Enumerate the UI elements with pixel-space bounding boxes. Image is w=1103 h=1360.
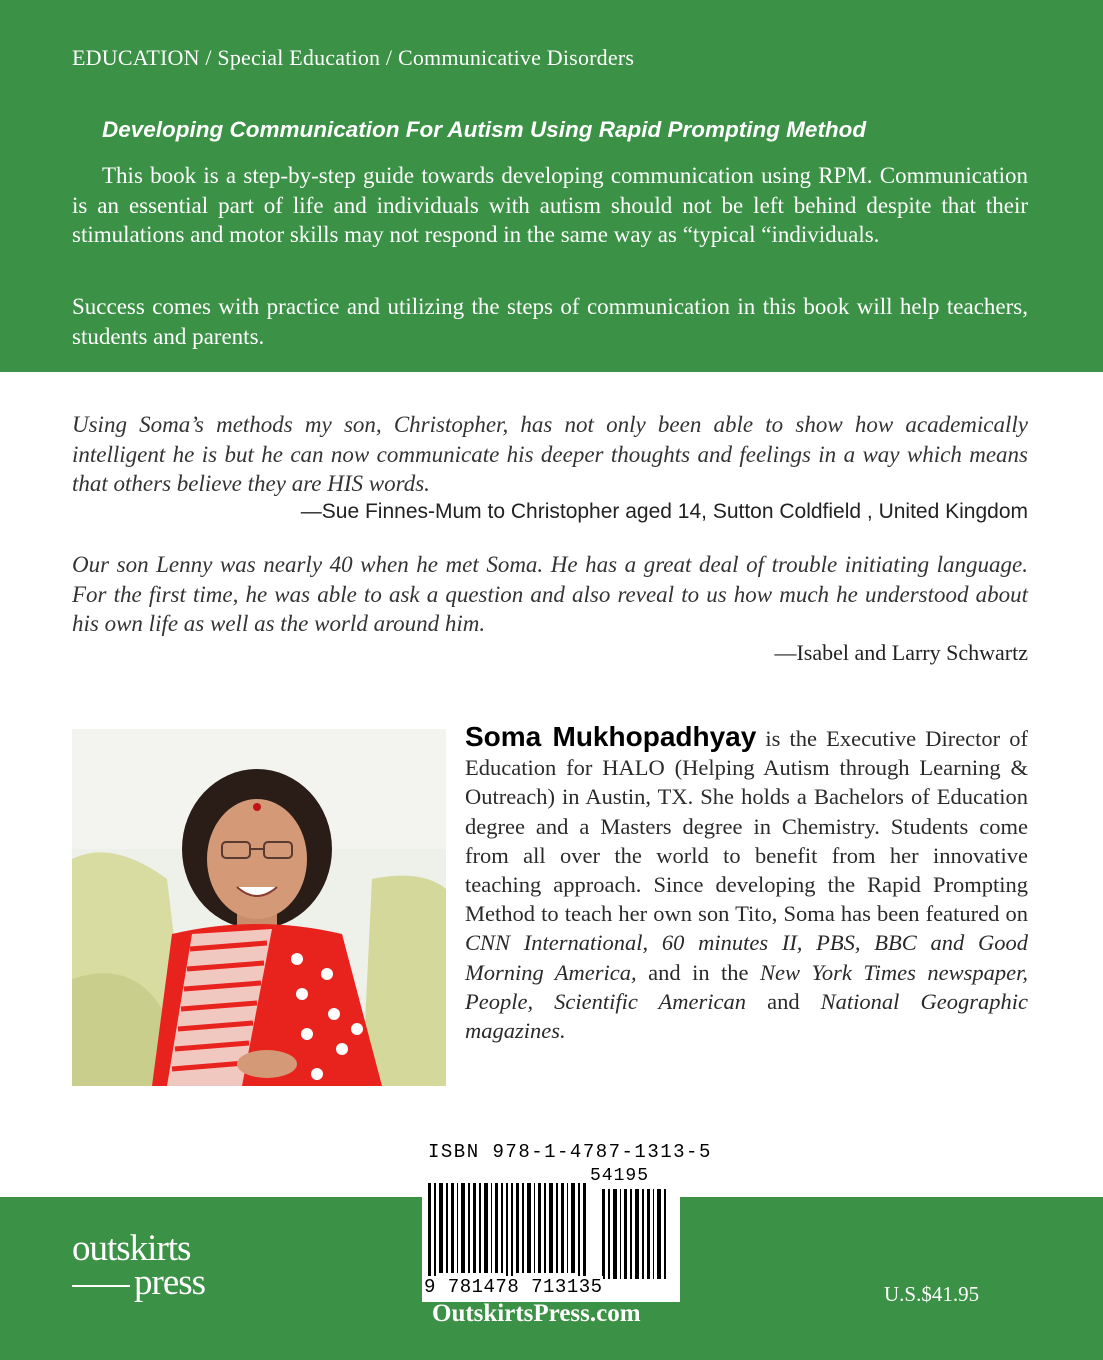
category-line: EDUCATION / Special Education / Communicative Disorders: [72, 45, 635, 70]
isbn-number: ISBN 978-1-4787-1313-5: [428, 1141, 712, 1163]
author-name: Soma Mukhopadhyay: [465, 721, 757, 752]
bio-magazines: National Geographic magazines.: [465, 988, 1028, 1044]
testimonial-attribution-1: —Sue Finnes-Mum to Christopher aged 14, Sutton Coldfield , United Kingdom: [300, 500, 1028, 523]
book-headline: Developing Communication For Autism Using Rapid Prompting Method: [102, 117, 867, 142]
barcode-ean-number: 9 781478 713135: [424, 1276, 603, 1298]
publisher-website: OutskirtsPress.com: [432, 1300, 641, 1327]
testimonial-quote-2: Our son Lenny was nearly 40 when he met Soma. He has a great deal of trouble initiating language. For the first time, he was able to ask a question and also reveal to us how much he understood about his own life as well as the world around him.: [72, 552, 1028, 636]
bio-text-3: and: [746, 988, 821, 1014]
testimonial-attribution-2: —Isabel and Larry Schwartz: [774, 640, 1028, 665]
publisher-logo-line2: press: [72, 1266, 205, 1300]
bio-publications: New York Times newspaper, People, Scientific American: [465, 959, 1028, 1014]
bio-media-list: CNN International, 60 minutes II, PBS, BBC and Good Morning America,: [465, 930, 1028, 985]
publisher-logo: [72, 1228, 206, 1303]
barcode-addon-number: 54195: [590, 1166, 650, 1186]
author-portrait-illustration: [72, 729, 446, 1086]
testimonial-quote-1: Using Soma’s methods my son, Christopher, has not only been able to show how academically intelligent he is but he can now communicate his deeper thoughts and feelings in a way which means that others believe they are HIS words.: [72, 412, 1028, 496]
author-photo: [72, 729, 446, 1086]
bio-text-1: is the Executive Director of Education for HALO (Helping Autism through Learning & Outreach) in Austin, TX. She holds a Bachelors of Education degree and a Masters degree in Chemistry. Students come from all over the world to benefit from her innovative teaching approach. Since developing the Rapid Prompting Method to teach her own son Tito, Soma has been featured on: [465, 726, 1029, 927]
bio-text-2: and in the: [636, 959, 761, 985]
author-bio: [465, 722, 1028, 1045]
blurb-paragraph-1: This book is a step-by-step guide towards developing communication using RPM. Communication is an essential part of life and individuals with autism should not be left behind despite that their stimulations and motor skills may not respond in the same way as “typical “individuals.: [72, 163, 1028, 247]
top-green-band: [0, 0, 1103, 372]
publisher-logo-line1: outskirts: [72, 1228, 191, 1269]
blurb-paragraph-2: Success comes with practice and utilizing the steps of communication in this book will help teachers, students and parents.: [72, 294, 1028, 349]
book-price: U.S.$41.95: [884, 1282, 980, 1306]
